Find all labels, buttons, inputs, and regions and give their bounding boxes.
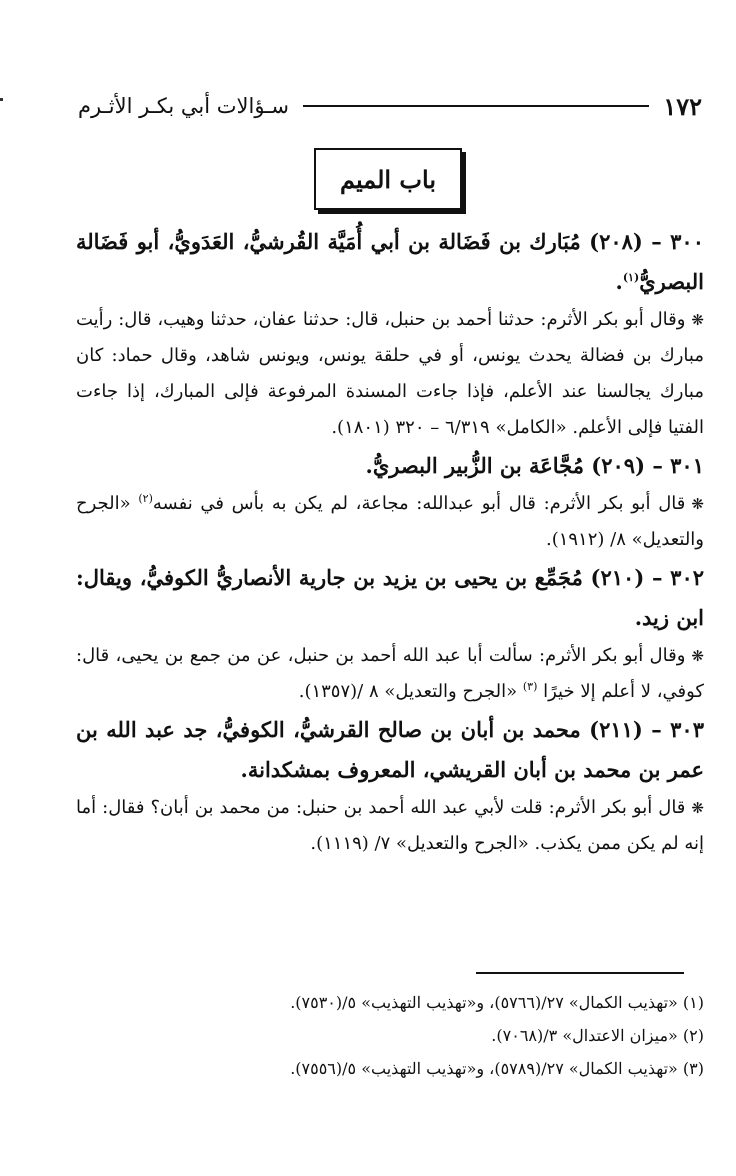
footnote-3: (٣) «تهذيب الكمال» ٢٧/(٥٧٨٩)، و«تهذيب التهذيب» ٥/(٧٥٥٦). xyxy=(290,1059,704,1078)
entry-text-300: ❋وقال أبو بكر الأثرم: حدثنا أحمد بن حنبل، قال: حدثنا عفان، حدثنا وهيب، قال: رأيت مبارك بن فضالة يحدث يونس، أو في حلقة يونس، ويونس شاهد، وقال حماد: كان مبارك يجالسنا عند الأعلم، فإذا جاءت المسندة المرفوعة فإلى المبارك، إذا جاءت الفتيا فإلى الأعلم. «الكامل» ٦/٣١٩ – ٣٢٠ (١٨٠١). xyxy=(76,309,704,438)
chapter-title-box xyxy=(314,148,462,210)
star-ornament-icon: ❋ xyxy=(691,799,704,817)
star-ornament-icon: ❋ xyxy=(691,495,704,513)
footnote-2: (٢) «ميزان الاعتدال» ٣/(٧٠٦٨). xyxy=(491,1026,704,1045)
entry-text-302: ❋وقال أبو بكر الأثرم: سألت أبا عبد الله أحمد بن حنبل، عن من جمع بن يحيى، قال: كوفي، لا أعلم إلا خيرًا $^{(٣)}$ «الجرح والتعديل» ٨ /(١٣٥٧). xyxy=(76,645,704,702)
page-content xyxy=(76,222,704,862)
footnote-ref-2: (٢) xyxy=(138,492,153,505)
book-title: سـؤالات أبي بكـر الأثـرم xyxy=(78,94,289,118)
footnotes xyxy=(76,986,704,1085)
entry-text-301: ❋قال أبو بكر الأثرم: قال أبو عبدالله: مجاعة، لم يكن به بأس في نفسه$^{(٢)}$ «الجرح والتعديل» ٨/ (١٩١٢). xyxy=(76,492,704,550)
running-header xyxy=(78,90,702,122)
entry-heading-303: ٣٠٣ – (٢١١) محمد بن أبان بن صالح القرشيُّ، الكوفيُّ، جد عبد الله بن عمر بن محمد بن أبان القريشي، المعروف بمشكدانة. xyxy=(76,717,704,782)
scan-edge-mark xyxy=(0,98,3,101)
star-ornament-icon: ❋ xyxy=(691,647,704,665)
entry-heading-302: ٣٠٢ – (٢١٠) مُجَمِّع بن يحيى بن يزيد بن جارية الأنصاريُّ الكوفيُّ، ويقال: ابن زيد. xyxy=(76,565,705,630)
footnote-1: (١) «تهذيب الكمال» ٢٧/(٥٧٦٦)، و«تهذيب التهذيب» ٥/(٧٥٣٠). xyxy=(290,993,704,1012)
footnote-ref-1: (١) xyxy=(622,271,640,284)
entry-text-303: ❋قال أبو بكر الأثرم: قلت لأبي عبد الله أحمد بن حنبل: من محمد بن أبان؟ فقال: أما إنه لم يكن ممن يكذب. «الجرح والتعديل» ٧/ (١١١٩). xyxy=(76,797,704,854)
page-number: ١٧٢ xyxy=(663,91,702,121)
footnote-ref-3: (٣) xyxy=(522,680,538,693)
star-ornament-icon: ❋ xyxy=(691,311,704,329)
entry-heading-301: ٣٠١ – (٢٠٩) مُجَّاعَة بن الزُّبير البصريُّ. xyxy=(365,453,704,478)
footnote-separator xyxy=(476,972,684,974)
header-rule xyxy=(303,105,649,107)
entry-heading-300: ٣٠٠ – (٢٠٨) مُبَارك بن فَضَالة بن أبي أُمَيَّة القُرشيُّ، العَدَويُّ، أبو فَضَالة البصريُّ$^{(١)}$. xyxy=(76,229,704,294)
chapter-title: باب الميم xyxy=(340,164,437,194)
